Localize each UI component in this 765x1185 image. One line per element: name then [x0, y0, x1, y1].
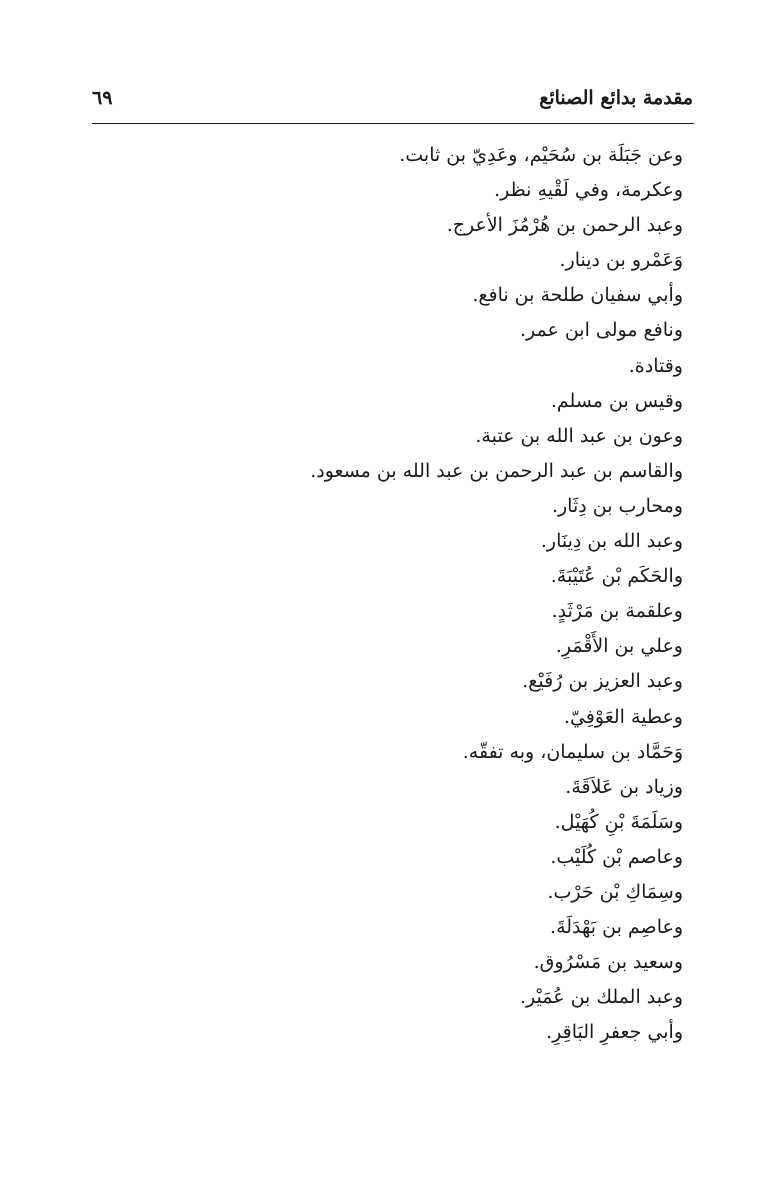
list-item: وسَلَمَةَ بْنِ كُهَيْل. [554, 810, 683, 833]
list-item: وأبي سفيان طلحة بن نافع. [472, 284, 683, 307]
list-item: وعن جَبَلَة بن سُحَيْم، وعَدِيّ بن ثابت. [399, 144, 683, 166]
list-item: وزياد بن عَلاَقَةَ. [565, 775, 683, 798]
list-item: وعون بن عبد الله بن عتبة. [475, 424, 683, 447]
list-item: وعكرمة، وفي لَقْيهِ نظر. [494, 179, 683, 202]
list-item: وقتادة. [628, 354, 683, 377]
running-title: مقدمة بدائع الصنائع [539, 87, 693, 109]
list-item: وعبد الملك بن عُمَيْر. [519, 986, 683, 1009]
list-item: وسعيد بن مَسْرُوق. [533, 951, 683, 974]
header-rule [92, 123, 694, 124]
list-item: وَعَمْرو بن دينار. [559, 249, 683, 272]
list-item: وعلي بن الأَقْمَرِ. [555, 635, 683, 658]
list-item: وعبد العزيز بن رُفَيْع. [522, 670, 683, 693]
page-number: ٦٩ [92, 87, 113, 109]
list-item: وأبي جعفرِ البَاقِرِ. [546, 1021, 683, 1044]
list-item: وعطية العَوْفِيّ. [563, 705, 683, 728]
list-item: ومحارب بن دِثَار. [551, 494, 683, 517]
list-item: وعاصِم بن بَهْدَلَةَ. [550, 916, 683, 939]
list-item: وعبد الله بن دِينَار. [540, 530, 683, 553]
narrator-list [123, 138, 683, 1050]
list-item: والحَكَم بْن عُتَيْبَةَ. [550, 565, 683, 588]
list-item: وعلقمة بن مَرْثَدٍ. [551, 600, 683, 623]
list-item: وسِمَاكِ بْن حَرْب. [547, 880, 683, 903]
list-item: وقيس بن مسلم. [550, 389, 683, 412]
list-item: والقاسم بن عبد الرحمن بن عبد الله بن مسعود. [310, 459, 683, 482]
list-item: ونافع مولى ابن عمر. [519, 319, 683, 342]
list-item: وعاصم بْن كُلَيْب. [550, 845, 683, 868]
list-item: وعبد الرحمن بن هُرْمُزَ الأعرج. [446, 214, 683, 237]
list-item: وَحَمَّاد بن سليمان، وبه تفقّه. [462, 740, 683, 763]
